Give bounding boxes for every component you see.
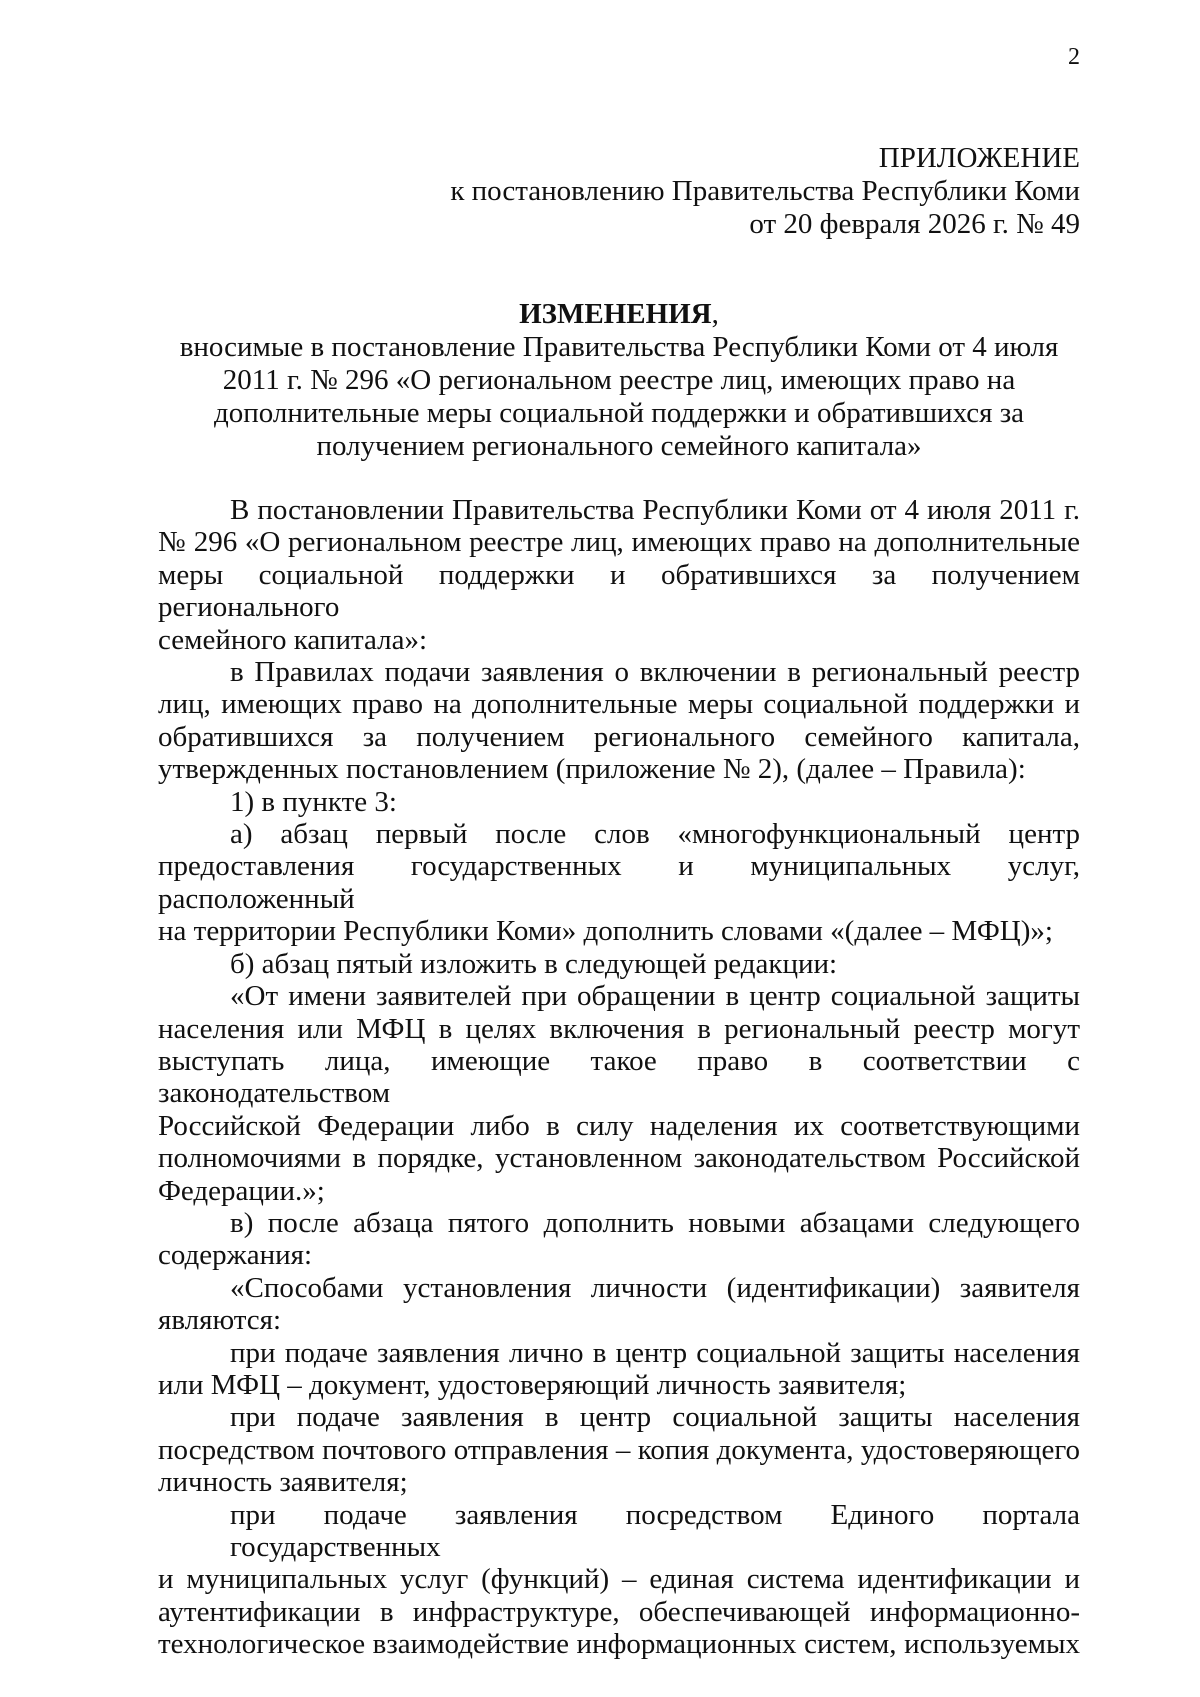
body-line: при подаче заявления в центр социальной защиты населения	[230, 1401, 1080, 1434]
body-line: в Правилах подачи заявления о включении в региональный реестр	[230, 656, 1080, 689]
body-line: «Способами установления личности (идентификации) заявителя	[230, 1271, 1080, 1304]
appendix-date: от 20 февраля 2026 г. № 49	[749, 208, 1080, 240]
document-title-block	[158, 298, 1080, 463]
body-line: обратившихся за получением регионального семейного капитала,	[158, 720, 1080, 753]
body-line: № 296 «О региональном реестре лиц, имеющих право на дополнительные	[158, 526, 1080, 559]
body-line: при подаче заявления лично в центр социальной защиты населения	[230, 1336, 1080, 1369]
body-line: выступать лица, имеющие такое право в соответствии с законодательством	[158, 1044, 1080, 1110]
body-line: 1) в пункте 3:	[230, 785, 397, 818]
body-line: полномочиями в порядке, установленном законодательством Российской	[158, 1142, 1080, 1175]
body-line: при подаче заявления посредством Единого портала государственных	[230, 1498, 1080, 1563]
body-line: утвержденных постановлением (приложение № 2), (далее – Правила):	[158, 753, 1026, 786]
body-line: и муниципальных услуг (функций) – единая система идентификации и	[158, 1563, 1080, 1596]
body-line: на территории Республики Коми» дополнить словами «(далее – МФЦ)»;	[158, 915, 1053, 948]
body-line: аутентификации в инфраструктуре, обеспечивающей информационно-	[158, 1595, 1080, 1628]
body-line: предоставления государственных и муниципальных услуг, расположенный	[158, 850, 1080, 915]
document-body	[158, 494, 1080, 1661]
appendix-block	[380, 142, 1080, 241]
page-number: 2	[1068, 44, 1080, 70]
body-line: семейного капитала»:	[158, 623, 428, 656]
body-line: В постановлении Правительства Республики Коми от 4 июля 2011 г.	[230, 494, 1080, 526]
document-heading	[158, 298, 1080, 331]
body-line: или МФЦ – документ, удостоверяющий личность заявителя;	[158, 1368, 907, 1401]
body-line: меры социальной поддержки и обратившихся за получением регионального	[158, 558, 1080, 624]
appendix-reference: к постановлению Правительства Республики Коми	[450, 175, 1080, 207]
body-line: посредством почтового отправления – копия документа, удостоверяющего	[158, 1433, 1080, 1466]
body-line: населения или МФЦ в целях включения в региональный реестр могут	[158, 1012, 1080, 1045]
heading-comma: ,	[711, 298, 719, 330]
title-line: получением регионального семейного капитала»	[316, 430, 922, 462]
body-line: в) после абзаца пятого дополнить новыми абзацами следующего	[230, 1206, 1080, 1239]
title-line: вносимые в постановление Правительства Республики Коми от 4 июля	[179, 331, 1059, 363]
body-line: Федерации.»;	[158, 1174, 325, 1207]
body-line: б) абзац пятый изложить в следующей редакции:	[230, 947, 838, 980]
body-line: технологическое взаимодействие информационных систем, используемых	[158, 1628, 1080, 1661]
title-line: 2011 г. № 296 «О региональном реестре лиц, имеющих право на	[222, 364, 1016, 396]
body-line: «От имени заявителей при обращении в центр социальной защиты	[230, 980, 1080, 1013]
heading-text: ИЗМЕНЕНИЯ	[519, 298, 712, 330]
body-line: личность заявителя;	[158, 1466, 408, 1499]
body-line: являются:	[158, 1304, 282, 1337]
body-line: содержания:	[158, 1239, 313, 1272]
appendix-title: ПРИЛОЖЕНИЕ	[878, 142, 1080, 174]
body-line: лиц, имеющих право на дополнительные меры социальной поддержки и	[158, 688, 1080, 721]
title-line: дополнительные меры социальной поддержки и обратившихся за	[213, 397, 1025, 429]
body-line: Российской Федерации либо в силу наделения их соответствующими	[158, 1109, 1080, 1142]
body-line: а) абзац первый после слов «многофункциональный центр	[230, 818, 1080, 851]
